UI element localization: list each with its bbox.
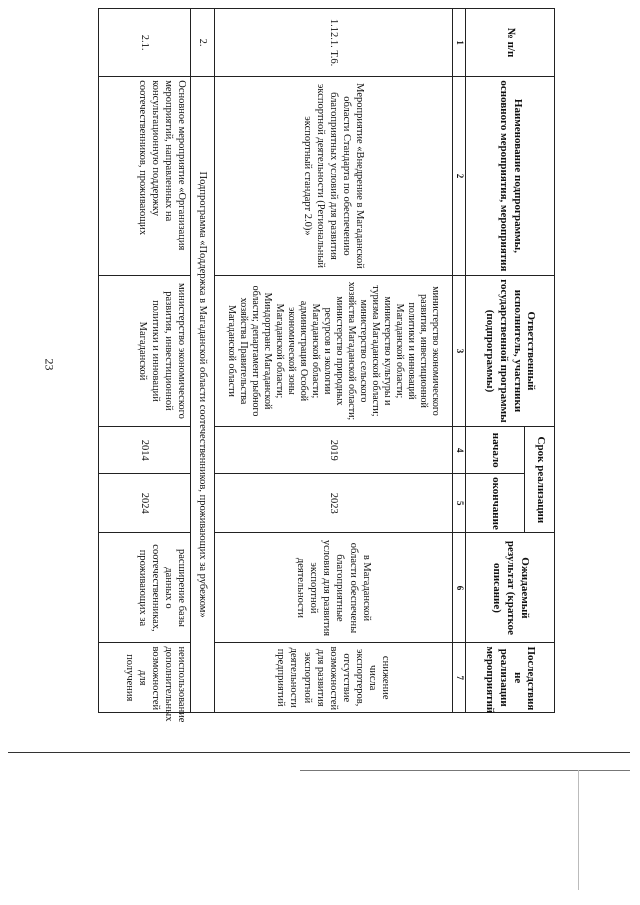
header-num: № п/п bbox=[465, 9, 554, 77]
row-executor: министерство экономического развития, инвестиционной политики и инноваций Магаданской bbox=[99, 275, 191, 427]
page-number: 23 bbox=[42, 358, 57, 371]
rotated-table-container bbox=[98, 8, 555, 723]
row-result: в Магаданской области обеспечены благоприятные условия для развития экспортной деятельности bbox=[214, 533, 452, 643]
table-row bbox=[214, 9, 452, 713]
lower-vertical-line bbox=[578, 770, 579, 890]
column-number: 7 bbox=[453, 643, 466, 713]
row-number: 2. bbox=[191, 9, 214, 77]
column-number: 3 bbox=[453, 275, 466, 427]
table-row bbox=[99, 9, 191, 713]
header-name: Наименование подпрограммы, основного мероприятия, мероприятия bbox=[465, 77, 554, 275]
header-term-start: начало bbox=[465, 427, 524, 474]
lower-divider-line bbox=[300, 770, 630, 771]
header-executor: Ответственный исполнитель, участники государственной программы (подпрограммы) bbox=[465, 275, 554, 427]
row-number: 1.12.1. Т.6. bbox=[214, 9, 452, 77]
row-executor: министерство экономического развития, инвестиционной политики и инноваций Магаданской области; министерство культуры и туризма Магаданской области; министерство сельского хозяйства Магаданской области; министерство природных ресурсов и экологии Магаданской области; администрация Особой экономической зоны Магаданской области; Миндортранс Магаданской области; департамент рыбного хозяйства Правительства Магаданской области bbox=[214, 275, 452, 427]
page-divider-line bbox=[8, 752, 630, 753]
subprogram-title: Подпрограмма «Поддержка в Магаданской области соотечественников, проживающих за рубежом» bbox=[191, 77, 214, 713]
row-end-year: 2023 bbox=[214, 474, 452, 533]
header-term-end: окончание bbox=[465, 474, 524, 533]
column-number-row bbox=[453, 9, 466, 713]
row-consequences: неиспользование дополнительных возможностей для получения bbox=[99, 643, 191, 713]
row-end-year: 2024 bbox=[99, 474, 191, 533]
column-number: 5 bbox=[453, 474, 466, 533]
header-consequences: Последствия не реализации мероприятий bbox=[465, 643, 554, 713]
subprogram-row bbox=[191, 9, 214, 713]
column-number: 6 bbox=[453, 533, 466, 643]
column-number: 1 bbox=[453, 9, 466, 77]
row-start-year: 2014 bbox=[99, 427, 191, 474]
row-consequences: снижение числа экспортеров, отсутствие возможностей для развития экспортной деятельности предприятий bbox=[214, 643, 452, 713]
column-number: 2 bbox=[453, 77, 466, 275]
row-result: расширение базы данных о соотечественниках, проживающих за bbox=[99, 533, 191, 643]
row-name: Основное мероприятие «Организация мероприятий, направленных на консультационную поддержку соотечественников, проживающих bbox=[99, 77, 191, 275]
header-result: Ожидаемый результат (краткое описание) bbox=[465, 533, 554, 643]
header-row-1 bbox=[525, 9, 555, 713]
column-number: 4 bbox=[453, 427, 466, 474]
row-number: 2.1. bbox=[99, 9, 191, 77]
header-term: Срок реализации bbox=[525, 427, 555, 533]
row-name: Мероприятие «Внедрение в Магаданской области Стандарта по обеспечению благоприятных условий для развития экспортной деятельности (Региональный экспортный стандарт 2.0)» bbox=[214, 77, 452, 275]
row-start-year: 2019 bbox=[214, 427, 452, 474]
program-table bbox=[98, 8, 555, 723]
